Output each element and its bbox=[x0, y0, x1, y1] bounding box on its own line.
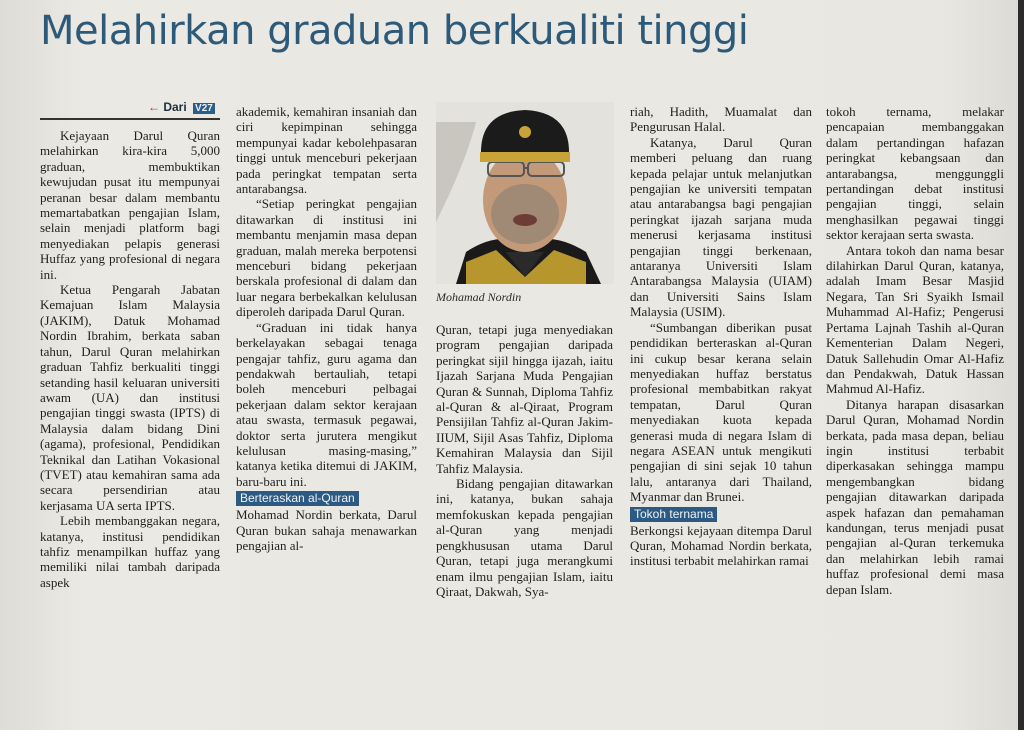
arrow-left-icon: ← bbox=[148, 100, 160, 114]
paragraph: Berkongsi kejayaan ditempa Darul Quran, Mohamad Nordin berkata, institusi terbabit melahirkan ramai bbox=[630, 522, 812, 569]
byline-prefix: Dari bbox=[163, 100, 187, 114]
section-tag: V27 bbox=[195, 103, 213, 114]
subheading: Berteraskan al-Quran bbox=[236, 491, 359, 506]
paragraph: Bidang pengajian ditawarkan ini, katanya, bukan sahaja memfokuskan kepada pengajian al-Quran yang menjadi pengkhususan utama Darul Quran, tetapi juga merangkumi enam ilmu pengajian Islam, iaitu Qiraat, Dakwah, Sya- bbox=[436, 476, 613, 599]
article-column-5 bbox=[826, 104, 1004, 597]
paragraph: akademik, kemahiran insaniah dan ciri kepimpinan sehingga mempunyai kadar kebolehpasaran tinggi untuk menceburi pekerjaan pada peringkat tempatan serta antarabangsa. bbox=[236, 104, 417, 197]
paragraph: Kejayaan Darul Quran melahirkan kira-kira 5,000 graduan, membuktikan kewujudan pusat itu mempunyai peranan besar dalam membantu memartabatkan pengajian Islam, selain menjadi platform bagi menyediakan pelapis generasi Huffaz yang profesional di negara ini. bbox=[40, 128, 220, 282]
article-column-2 bbox=[236, 104, 417, 553]
article-column-1 bbox=[40, 128, 220, 590]
paragraph: Ditanya harapan disasarkan Darul Quran, Mohamad Nordin berkata, pada masa depan, beliau ingin institusi terbabit diperkasakan sehingga mampu mengembangkan bidang pengajian ditawarkan daripada aspek hafazan dan pemahaman kandungan, terus menjadi pusat pengajian al-Quran terkemuka dan melahirkan lebih ramai huffaz profesional demi masa depan Islam. bbox=[826, 396, 1004, 597]
portrait-photo bbox=[436, 102, 614, 284]
headline: Melahirkan graduan berkualiti tinggi bbox=[40, 8, 749, 54]
paragraph: tokoh ternama, melakar pencapaian membanggakan dalam pertandingan hafazan peringkat kebangsaan dan antarabangsa, menggunggli pertandingan debat institusi pengajian tinggi, selain menghasilkan pegawai tinggi sektor kerajaan serta swasta. bbox=[826, 104, 1004, 243]
paragraph: Mohamad Nordin berkata, Darul Quran bukan sahaja menawarkan pengajian al- bbox=[236, 507, 417, 553]
article-column-4 bbox=[630, 104, 812, 569]
paragraph: “Setiap peringkat pengajian ditawarkan di institusi ini membantu menjamin masa depan graduan, malah mereka berpotensi menceburi bidang pekerjaan berskala profesional di dalam dan luar negara berbekalkan kelulusan diperoleh daripada Darul Quran. bbox=[236, 196, 417, 320]
byline-rule bbox=[40, 118, 220, 120]
page-edge bbox=[1018, 0, 1024, 730]
paragraph: Quran, tetapi juga menyediakan program pengajian daripada peringkat sijil hingga ijazah, iaitu Ijazah Sarjana Muda Pengajian Quran & Sunnah, Diploma Tahfiz al-Quran & al-Qiraat, Program Pensijilan Tahfiz al-Quran Jakim-IIUM, Sijil Asas Tahfiz, Diploma Kemahiran Malaysia dan Sijil Tahfiz Malaysia. bbox=[436, 322, 613, 476]
paragraph: riah, Hadith, Muamalat dan Pengurusan Halal. bbox=[630, 104, 812, 135]
paragraph: Lebih membanggakan negara, katanya, institusi pendidikan tahfiz menampilkan huffaz yang memiliki nilai tambah daripada aspek bbox=[40, 513, 220, 590]
subheading: Tokoh ternama bbox=[630, 507, 717, 522]
paragraph: “Graduan ini tidak hanya berkelayakan sebagai tenaga pengajar tahfiz, guru agama dan pendakwah bertauliah, tetapi boleh menceburi pelbagai pekerjaan dalam sektor kerajaan atau swasta, termasuk pegawai, doktor serta jurutera mengikut kelulusan masing-masing,” katanya ketika ditemui di JAKIM, baru-baru ini. bbox=[236, 319, 417, 489]
paragraph: Ketua Pengarah Jabatan Kemajuan Islam Malaysia (JAKIM), Datuk Mohamad Nordin Ibrahim, berkata saban tahun, Darul Quran melahirkan graduan Tahfiz berkualiti tinggi setanding hasil keluaran universiti awam (UA) dan institusi pengajian tinggi swasta (IPTS) di Malaysia dalam bidang Dini (agama), profesional, Pendidikan Teknikal dan Latihan Vokasional (TVET) atau kemahiran sama ada secara persendirian atau kerjasama UA serta IPTS. bbox=[40, 282, 220, 513]
photo-caption: Mohamad Nordin bbox=[436, 290, 522, 304]
paragraph: “Sumbangan diberikan pusat pendidikan berteraskan al-Quran ini cukup besar kerana selain menyediakan huffaz berstatus profesional membabitkan rakyat tempatan, Darul Quran menyediakan kuota kepada generasi muda di negara Islam di negara ASEAN untuk mengikuti pengajian di sini sejak 10 tahun lalu, antaranya dari Thailand, Myanmar dan Brunei. bbox=[630, 319, 812, 505]
paragraph: Antara tokoh dan nama besar dilahirkan Darul Quran, katanya, adalah Imam Besar Masjid Negara, Tan Sri Syaikh Ismail Muhammad Al-Hafiz; Pengerusi Pertama Lajnah Tashih al-Quran Kementerian Dalam Negeri, Datuk Sallehudin Omar Al-Hafiz dan Pendakwah, Datuk Hassan Mahmud Al-Hafiz. bbox=[826, 242, 1004, 397]
byline bbox=[148, 100, 215, 114]
article-column-3 bbox=[436, 322, 613, 599]
paragraph: Katanya, Darul Quran memberi peluang dan ruang kepada pelajar untuk melanjutkan pengajian ke universiti tempatan atau antarabangsa bagi pengajian peringkat ijazah sarjana muda menerusi kerjasama institusi pengajian tinggi berkenaan, antaranya Universiti Islam Antarabangsa Malaysia (UIAM) dan Universiti Sains Islam Malaysia (USIM). bbox=[630, 134, 812, 320]
